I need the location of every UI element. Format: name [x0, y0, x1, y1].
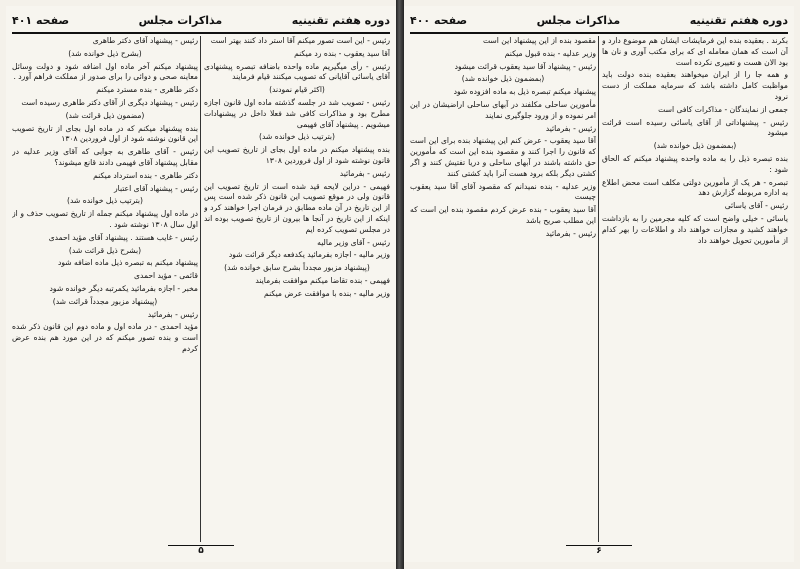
- text-paragraph: دکتر طاهری - بنده استرداد میکنم: [93, 170, 198, 180]
- page-footer: [404, 546, 794, 560]
- text-paragraph: پیشنهاد میکنم آخر ماده اول اضافه شود و دولت وسائل معاینه صحی و دوائی را برای صدور از مملکت فراهم آورد .: [12, 61, 198, 82]
- page-content: [404, 36, 794, 562]
- text-paragraph: رئیس - بفرمائید: [147, 309, 198, 319]
- text-paragraph: وزیر مالیه - اجازه بفرمائید یکدفعه دیگر قرائت شود: [228, 250, 390, 260]
- text-paragraph: بنده پیشنهاد میکنم در ماده اول بجای از تاریخ تصویب این قانون نوشته شود از اول فروردین ۱۳۰۸: [204, 145, 390, 165]
- text-paragraph: مؤید احمدی - در ماده اول و ماده دوم این قانون ذکر شده است و بنده تصور میکنم که در این مورد هم بنده عرض کردم: [12, 322, 198, 353]
- text-paragraph: مأمورین ساحلی مکلفند در آبهای ساحلی اراضیشان در این امر نموده و از ورود جلوگیری نمایند: [410, 99, 596, 120]
- text-paragraph: (اکثر قیام نمودند): [269, 85, 325, 95]
- text-paragraph: وزیر مالیه - بنده با موافقت عرض میکنم: [264, 288, 390, 298]
- page-session: دوره هفتم تقنینیه: [291, 13, 390, 27]
- text-paragraph: فهیمی - بنده تقاضا میکنم موافقت بفرمایند: [255, 275, 390, 285]
- text-paragraph: قائمی - مؤید احمدی: [134, 271, 198, 281]
- text-paragraph: (پیشنهاد مزبور مجدداً بشرح سابق خوانده شد): [224, 263, 370, 273]
- text-paragraph: جمعی از نمایندگان - مذاکرات کافی است: [658, 104, 788, 114]
- page-number: صفحه ۴۰۰: [410, 13, 468, 27]
- text-paragraph: (بترتیب ذیل خوانده شد): [258, 132, 336, 142]
- text-paragraph: بنده تبصره ذیل را به ماده واحده پیشنهاد میکنم که الحاق شود :: [602, 153, 788, 174]
- text-paragraph: رئیس - پیشنهاد آقای اعتبار: [113, 183, 198, 193]
- text-paragraph: و همه جا را از ایران میخواهند بعقیده بنده دولت باید مواظبت کامل داشته باشد که سرمایه مملکت از دست نرود: [602, 70, 788, 101]
- text-paragraph: رئیس - پیشنهاد آقا سید یعقوب قرائت میشود: [454, 61, 596, 71]
- column-divider: [200, 36, 201, 542]
- footer-number: ۶: [566, 545, 632, 556]
- text-paragraph: رئیس - این است تصور میکنم آقا استر داد کنند بهتر است: [210, 36, 390, 45]
- text-paragraph: رئیس - رأی میگیریم ماده واحده باضافه تبصره پیشنهادی آقای یاسائی آقایانی که تصویب میکنند قیام فرمایند: [204, 61, 390, 82]
- text-paragraph: (بمضمون ذیل خوانده شد): [461, 74, 545, 84]
- left-page: [6, 6, 396, 562]
- text-paragraph: دکتر طاهری - بنده مسترد میکنم: [96, 85, 198, 95]
- page-number: صفحه ۴۰۱: [12, 13, 70, 27]
- column-right: [602, 36, 788, 544]
- book-gutter: [396, 0, 404, 569]
- page-session: دوره هفتم تقنینیه: [689, 13, 788, 27]
- text-paragraph: رئیس - پیشنهاد دیگری از آقای دکتر طاهری رسیده است: [21, 97, 198, 107]
- text-paragraph: پیشنهاد میکنم تبصره ذیل به ماده افزوده شود: [453, 87, 596, 97]
- footer-number: ۵: [168, 545, 234, 556]
- text-paragraph: آقا سید یعقوب - بنده عرض کردم مقصود بنده این است که این مطلب صریح باشد: [410, 205, 596, 225]
- right-page: [404, 6, 794, 562]
- text-paragraph: پیشنهاد میکنم به تبصره ذیل ماده اضافه شود: [57, 258, 198, 268]
- text-paragraph: رئیس - بفرمائید: [339, 168, 390, 178]
- text-paragraph: (بشرح ذیل خوانده شد): [68, 48, 142, 58]
- text-paragraph: آقا سید یعقوب - بنده رد میکنم: [294, 48, 390, 58]
- page-header: [12, 8, 390, 34]
- text-paragraph: فهیمی - دراین لایحه قید شده است از تاریخ تصویب این قانون ولی در موقع تصویب این قانون ذکر شده است پس از این تاریخ در آن ماده مطابق در فرمان اجرا خواهند کرد و اینکه از این تاریخ در آنجا ها بیرون از تاریخ تصویب بوده اند در مجلس تصویب کرده ایم: [204, 181, 390, 234]
- text-paragraph: وزیر عدلیه - بنده نمیدانم که مقصود آقای آقا سید یعقوب چیست: [410, 181, 596, 202]
- text-paragraph: رئیس - آقای طاهری به جوابی که آقای وزیر عدلیه در مقابل پیشنهاد آقای فهیمی دادند قانع میشوند؟: [12, 147, 198, 167]
- text-paragraph: (بترتیب ذیل خوانده شد): [66, 196, 144, 206]
- text-paragraph: رئیس - بفرمائید: [545, 228, 596, 238]
- text-paragraph: رئیس - تصویب شد در جلسه گذشته ماده اول قانون اجازه مطرح بود و مذاکرات کافی شد فعلا داخل در پیشنهادات میشویم . پیشنهاد آقای فهیمی: [204, 97, 390, 129]
- text-paragraph: رئیس - پیشنهاداتی از آقای یاسائی رسیده است قرائت میشود: [602, 117, 788, 138]
- text-paragraph: وزیر عدلیه - بنده قبول میکنم: [504, 48, 596, 58]
- column-right: [204, 36, 390, 544]
- column-left: [410, 36, 596, 544]
- text-paragraph: (پیشنهاد مزبور مجدداً قرائت شد): [52, 296, 158, 306]
- text-paragraph: (بشرح ذیل قرائت شد): [68, 245, 142, 255]
- text-paragraph: رئیس - بفرمائید: [545, 123, 596, 133]
- page-content: [6, 36, 396, 562]
- page-title: مذاکرات مجلس: [536, 13, 621, 27]
- text-paragraph: تبصره - هر یک از مأمورین دولتی مکلف است محض اطلاع به اداره مربوطه گزارش دهد: [602, 177, 788, 198]
- column-divider: [598, 36, 599, 542]
- page-title: مذاکرات مجلس: [138, 13, 223, 27]
- text-paragraph: آقا سید یعقوب - عرض کنم این پیشنهاد بنده برای این است که قانون را اجرا کنند و مقصود بنده این است که مأمورین حق داشته باشند در آبهای ساحلی و دریا تفتیش کنند و اگر کشتی دیگر بلکه برود هست آنرا باید کشتی کنند: [410, 136, 596, 178]
- text-paragraph: رئیس - غایب هستند . پیشنهاد آقای مؤید احمدی: [48, 232, 198, 242]
- text-paragraph: یاسائی - خیلی واضح است که کلیه مجرمین را به بازداشت خواهند کشید و مجازات خواهند داد و اطلاعات را بهر کدام از مأمورین تحویل خواهند داد: [602, 213, 788, 245]
- text-paragraph: در ماده اول پیشنهاد میکنم جمله از تاریخ تصویب حذف و از اول سال ۱۳۰۸ نوشته شود .: [12, 209, 198, 229]
- text-paragraph: بکرند . بعقیده بنده این فرمایشات ایشان هم موضوع دارد و آن است که همان معامله ای که برای مکتب آوری و نان ها بود الان هست و تغییری نکرده است: [602, 36, 788, 67]
- page-header: [410, 8, 788, 34]
- text-paragraph: (بمضمون ذیل خوانده شد): [653, 141, 737, 151]
- column-left: [12, 36, 198, 544]
- text-paragraph: مخبر - اجازه بفرمائید یکمرتبه دیگر خوانده شود: [49, 283, 198, 293]
- text-paragraph: بنده پیشنهاد میکنم که در ماده اول بجای از تاریخ تصویب این قانون نوشته شود از اول فروردین ۱۳۰۸: [12, 123, 198, 144]
- text-paragraph: مقصود بنده از این پیشنهاد این است: [482, 36, 596, 45]
- page-footer: [6, 546, 396, 560]
- text-paragraph: رئیس - پیشنهاد آقای دکتر طاهری: [92, 36, 198, 45]
- text-paragraph: (مضمون ذیل قرائت شد): [65, 110, 145, 120]
- text-paragraph: رئیس - آقای وزیر مالیه: [317, 237, 390, 247]
- text-paragraph: رئیس - آقای یاسائی: [724, 201, 788, 211]
